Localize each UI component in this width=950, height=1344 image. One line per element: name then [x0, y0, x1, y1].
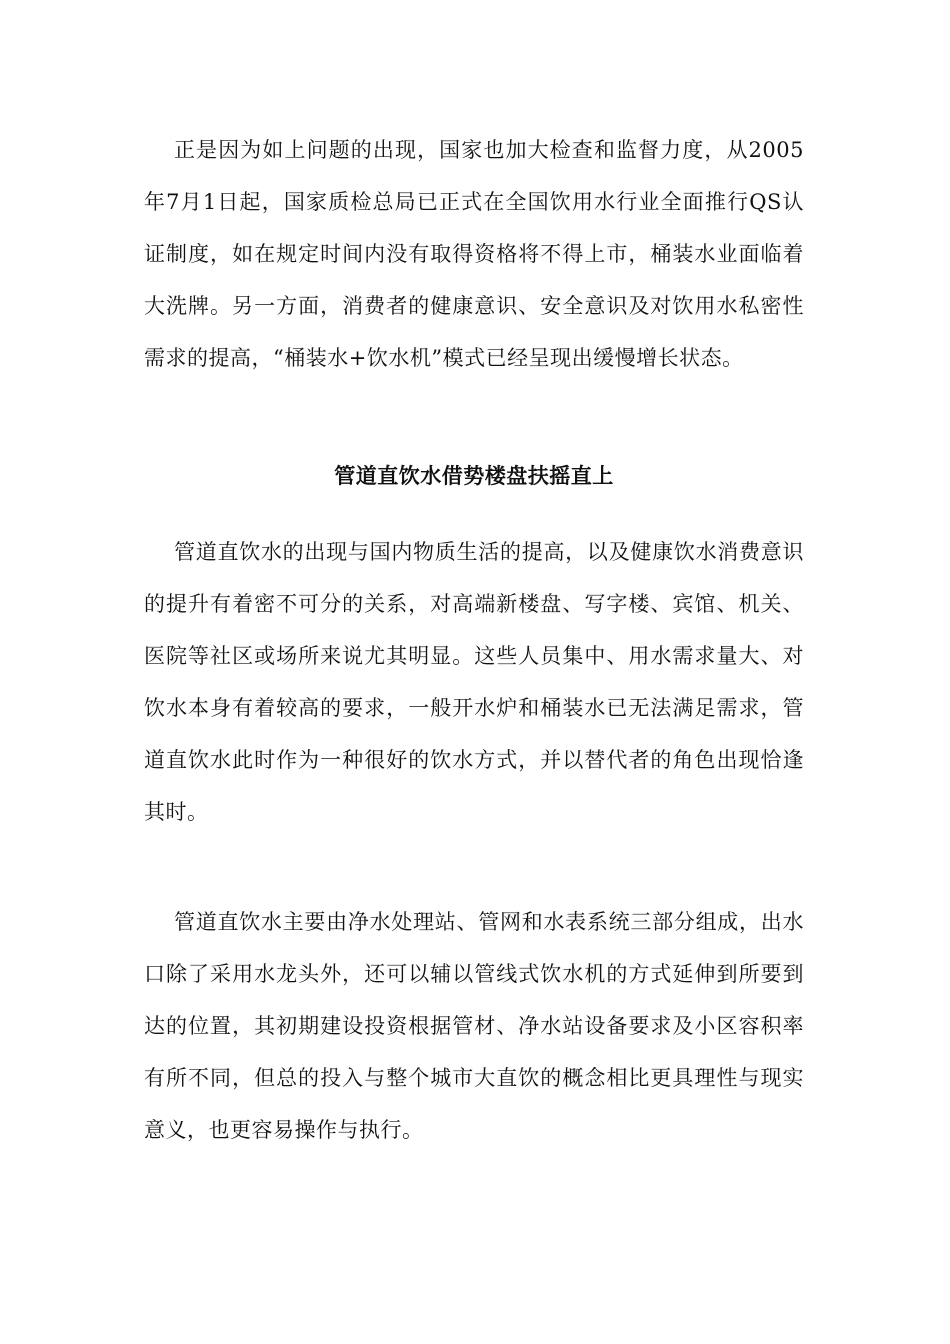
section-heading: 管道直饮水借势楼盘扶摇直上 — [334, 463, 614, 488]
paragraph-pipeline-water-rise: 管道直饮水的出现与国内物质生活的提高，以及健康饮水消费意识的提升有着密不可分的关系，对高端新楼盘、写字楼、宾馆、机关、医院等社区或场所来说尤其明显。这些人员集中、用水需求量大、对饮水本身有着较高的要求，一般开水炉和桶装水已无法满足需求，管道直饮水此时作为一种很好的饮水方式，并以替代者的角色出现恰逢其时。 — [144, 540, 804, 824]
paragraph-pipeline-water-system: 管道直饮水主要由净水处理站、管网和水表系统三部分组成，出水口除了采用水龙头外，还可以辅以管线式饮水机的方式延伸到所要到达的位置，其初期建设投资根据管材、净水站设备要求及小区容积率有所不同，但总的投入与整个城市大直饮的概念相比更具理性与现实意义，也更容易操作与执行。 — [144, 910, 804, 1142]
paragraph-qs-certification: 正是因为如上问题的出现，国家也加大检查和监督力度，从2005年7月1日起，国家质检总局已正式在全国饮用水行业全面推行QS认证制度，如在规定时间内没有取得资格将不得上市，桶装水业面临着大洗牌。另一方面，消费者的健康意识、安全意识及对饮用水私密性需求的提高，“桶装水+饮水机”模式已经呈现出缓慢增长状态。 — [144, 138, 804, 370]
